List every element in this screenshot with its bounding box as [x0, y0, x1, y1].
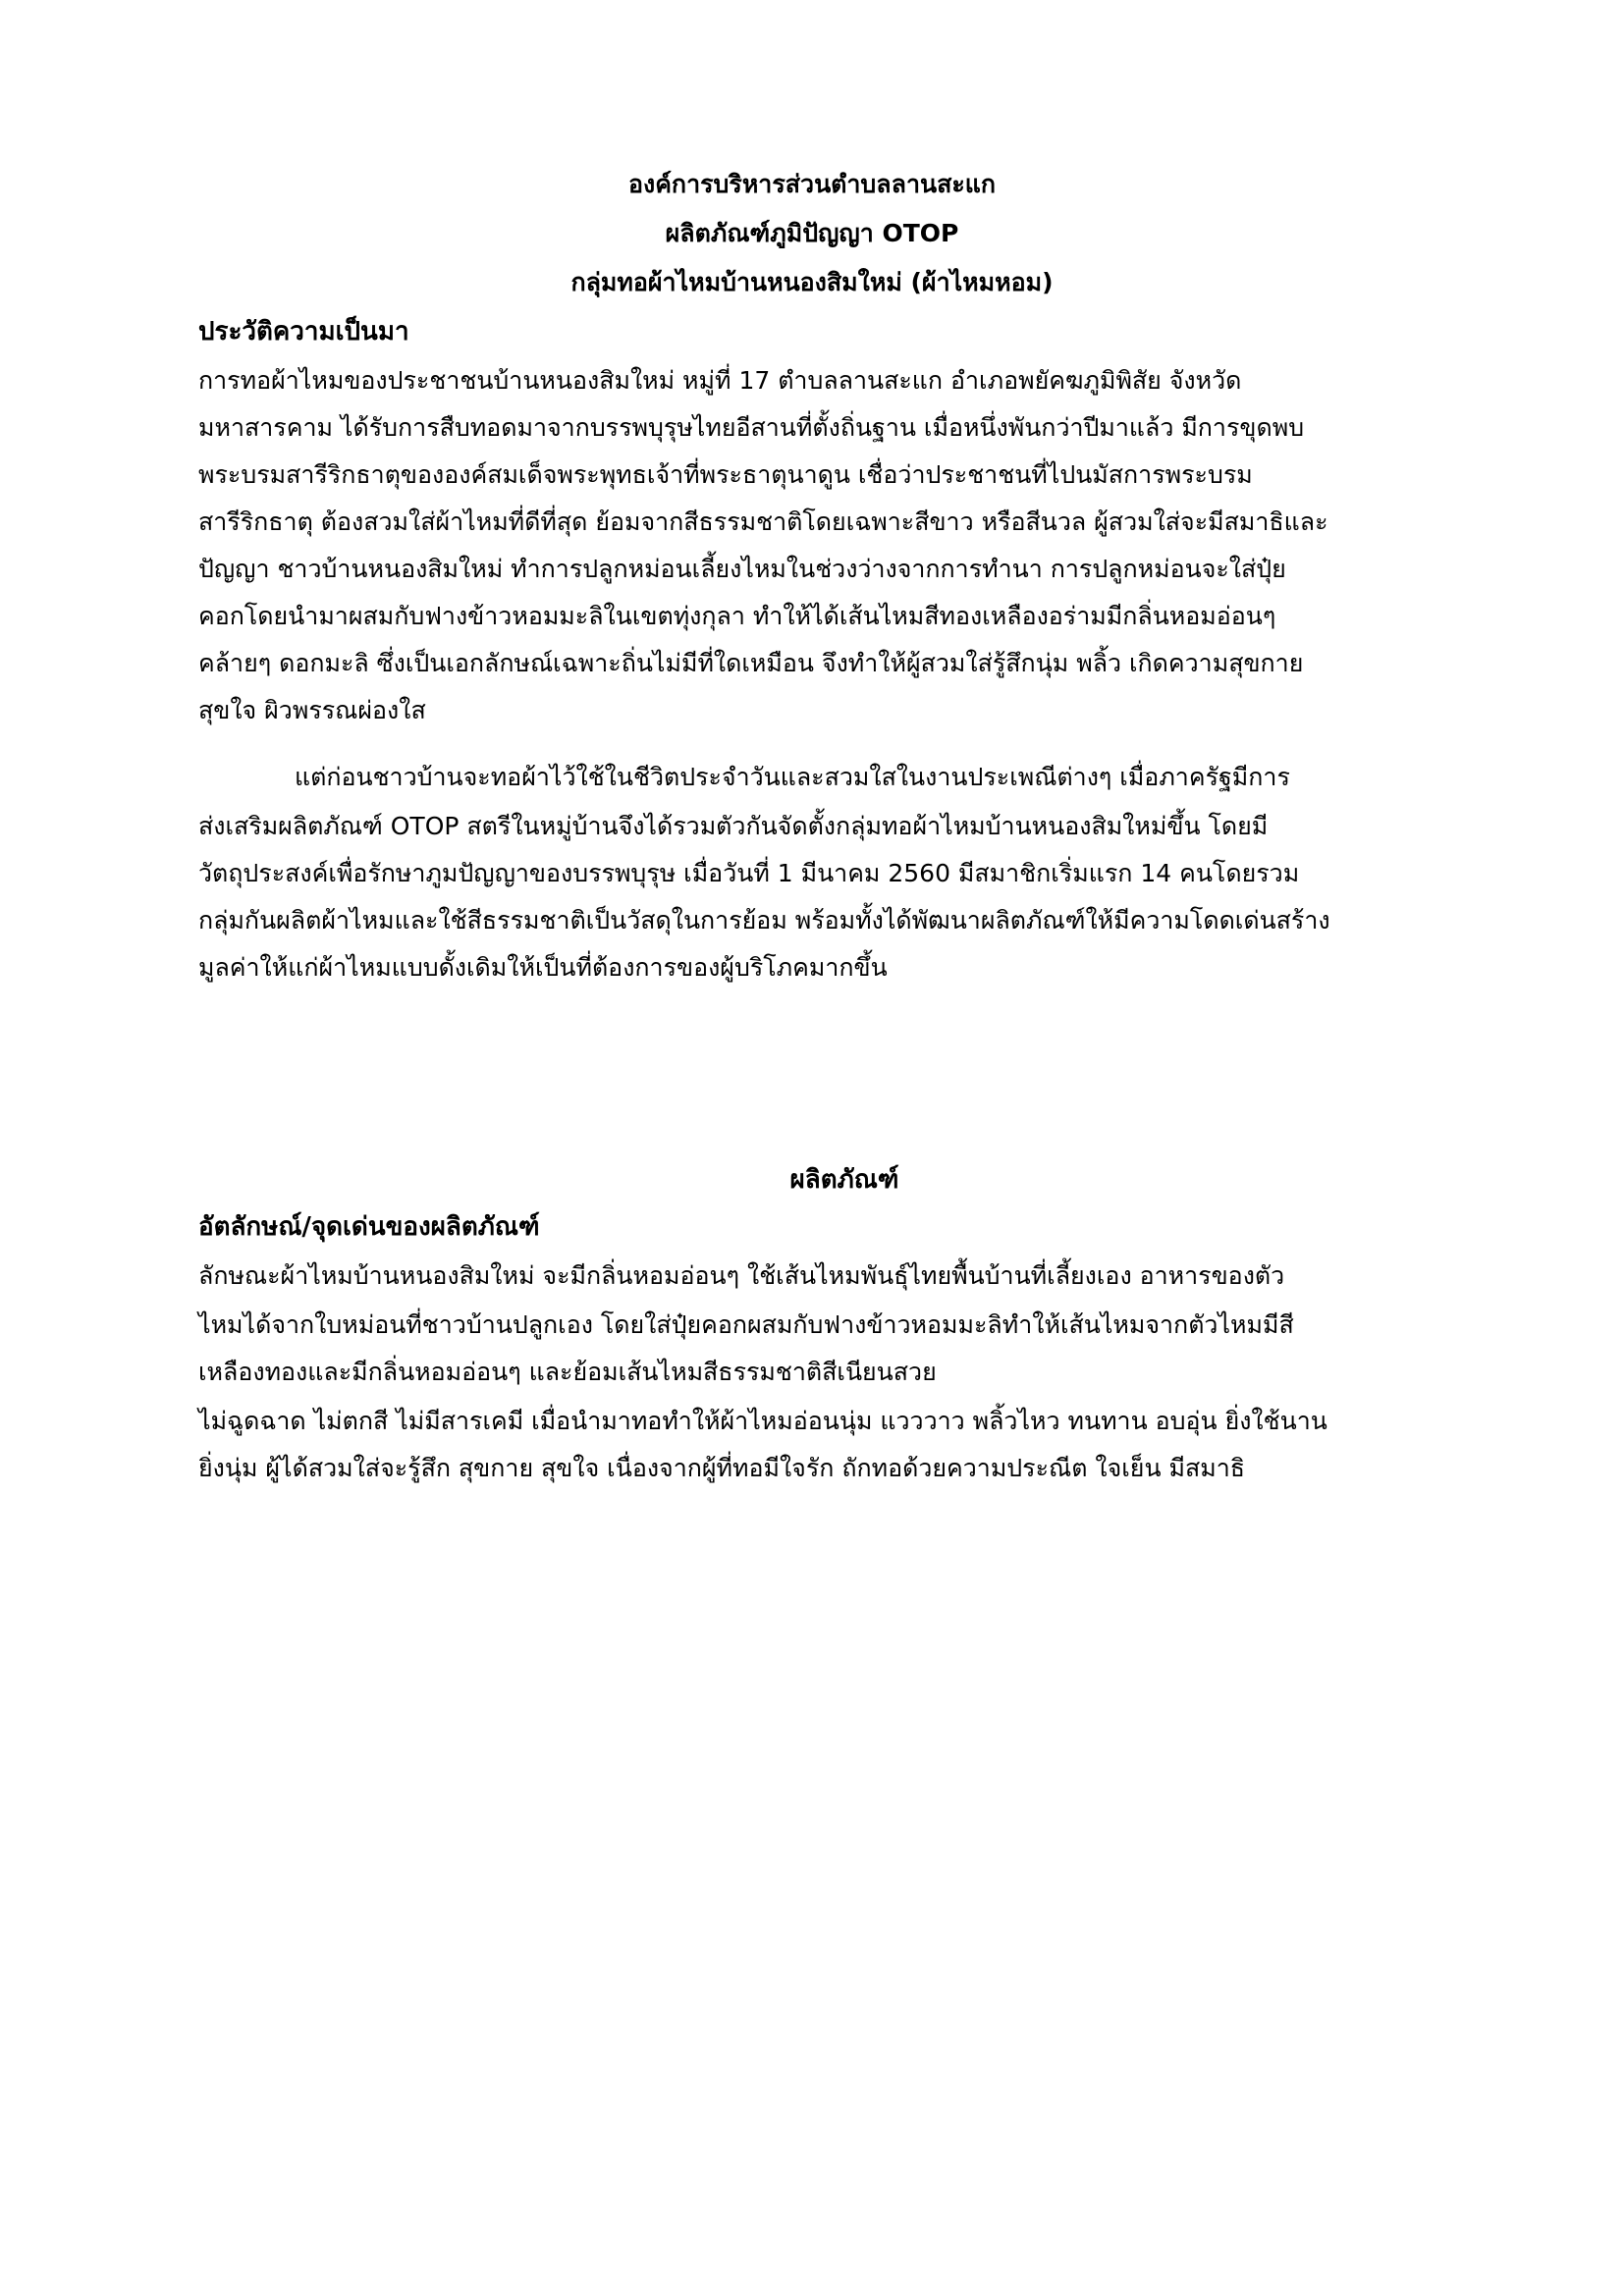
history-heading: ประวัติความเป็นมา [198, 317, 409, 347]
history-para1-line: คล้ายๆ ดอกมะลิ ซึ่งเป็นเอกลักษณ์เฉพาะถิ่นไม่มีที่ใดเหมือน จึงทำให้ผู้สวมใส่รู้สึกนุ่ม พลิ้ว เกิดความสุขกาย [198, 649, 1304, 677]
product-line: ไม่ฉูดฉาด ไม่ตกสี ไม่มีสารเคมี เมื่อนำมาทอทำให้ผ้าไหมอ่อนนุ่ม แวววาว พลิ้วไหว ทนทาน อบอุ่น ยิ่งใช้นาน [198, 1407, 1327, 1435]
history-para2-line: ส่งเสริมผลิตภัณฑ์ OTOP สตรีในหมู่บ้านจึงได้รวมตัวกันจัดตั้งกลุ่มทอผ้าไหมบ้านหนองสิมใหม่ขึ้น โดยมี [198, 812, 1269, 840]
history-para1-line: สารีริกธาตุ ต้องสวมใส่ผ้าไหมที่ดีที่สุด ย้อมจากสีธรรมชาติโดยเฉพาะสีขาว หรือสีนวล ผู้สวมใส่จะมีสมาธิและ [198, 507, 1328, 536]
product-line: เหลืองทองและมีกลิ่นหอมอ่อนๆ และย้อมเส้นไหมสีธรรมชาติสีเนียนสวย [198, 1358, 937, 1386]
product-line: ยิ่งนุ่ม ผู้ได้สวมใส่จะรู้สึก สุขกาย สุขใจ เนื่องจากผู้ที่ทอมีใจรัก ถักทอด้วยความประณีต ใจเย็น มีสมาธิ [198, 1454, 1246, 1482]
product-line: ลักษณะผ้าไหมบ้านหนองสิมใหม่ จะมีกลิ่นหอมอ่อนๆ ใช้เส้นไหมพันธุ์ไทยพื้นบ้านที่เลี้ยงเอง อาหารของตัว [198, 1261, 1285, 1290]
product-subheading: อัตลักษณ์/จุดเด่นของผลิตภัณฑ์ [198, 1212, 540, 1242]
history-para1-line: สุขใจ ผิวพรรณผ่องใส [198, 696, 426, 724]
history-para1-line: ปัญญา ชาวบ้านหนองสิมใหม่ ทำการปลูกหม่อนเลี้ยงไหมในช่วงว่างจากการทำนา การปลูกหม่อนจะใส่ปุ๋ย [198, 555, 1286, 583]
history-para2-line: วัตถุประสงค์เพื่อรักษาภูมปัญญาของบรรพบุรุษ เมื่อวันที่ 1 มีนาคม 2560 มีสมาชิกเริ่มแรก 14 คนโดยรวม [198, 859, 1300, 887]
history-para2-line: แต่ก่อนชาวบ้านจะทอผ้าไว้ใช้ในชีวิตประจำวันและสวมใสในงานประเพณีต่างๆ เมื่อภาครัฐมีการ [295, 763, 1290, 791]
history-para1-line: คอกโดยนำมาผสมกับฟางข้าวหอมมะลิในเขตทุ่งกุลา ทำให้ได้เส้นไหมสีทองเหลืองอร่ามมีกลิ่นหอมอ่อนๆ [198, 602, 1276, 630]
product-heading: ผลิตภัณฑ์ [789, 1165, 899, 1195]
history-para1-line: การทอผ้าไหมของประชาชนบ้านหนองสิมใหม่ หมู่ที่ 17 ตำบลลานสะแก อำเภอพยัคฆภูมิพิสัย จังหวัด [198, 366, 1242, 395]
history-para2-line: มูลค่าให้แก่ผ้าไหมแบบดั้งเดิมให้เป็นที่ต้องการของผู้บริโภคมากขึ้น [198, 953, 888, 982]
history-para1-line: พระบรมสารีริกธาตุขององค์สมเด็จพระพุทธเจ้าที่พระธาตุนาดูน เชื่อว่าประชาชนที่ไปนมัสการพระบรม [198, 460, 1253, 489]
product-title: ผลิตภัณฑ์ภูมิปัญญา OTOP [665, 219, 959, 247]
history-para1-line: มหาสารคาม ได้รับการสืบทอดมาจากบรรพบุรุษไทยอีสานที่ตั้งถิ่นฐาน เมื่อหนึ่งพันกว่าปีมาแล้ว มีการขุดพบ [198, 413, 1305, 442]
history-para2-line: กลุ่มกันผลิตผ้าไหมและใช้สีธรรมชาติเป็นวัสดุในการย้อม พร้อมทั้งได้พัฒนาผลิตภัณฑ์ให้มีความโดดเด่นสร้าง [198, 906, 1330, 934]
product-line: ไหมได้จากใบหม่อนที่ชาวบ้านปลูกเอง โดยใส่ปุ๋ยคอกผสมกับฟางข้าวหอมมะลิทำให้เส้นไหมจากตัวไหมมีสี [198, 1310, 1294, 1339]
group-title: กลุ่มทอผ้าไหมบ้านหนองสิมใหม่ (ผ้าไหมหอม) [570, 268, 1054, 296]
organization-title: องค์การบริหารส่วนตำบลลานสะแก [627, 170, 997, 198]
